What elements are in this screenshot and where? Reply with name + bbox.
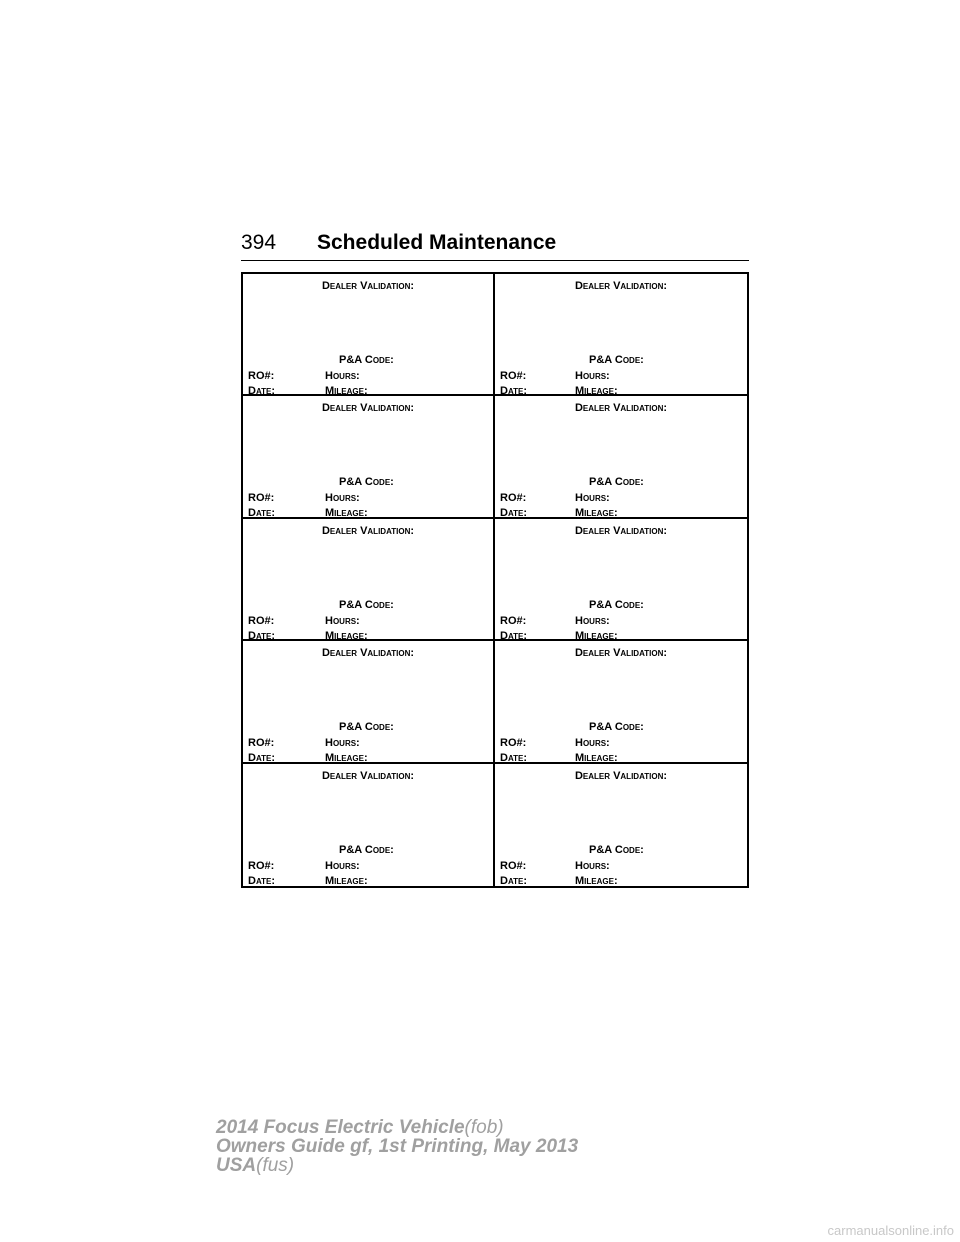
mileage-label: Mileage: xyxy=(325,507,368,520)
page-header xyxy=(241,230,749,261)
pa-code-label: P&A Code: xyxy=(339,843,394,856)
ro-label: RO#: xyxy=(500,614,527,627)
dealer-validation-label: Dealer Validation: xyxy=(574,402,668,415)
hours-label: Hours: xyxy=(325,614,360,627)
validation-cell xyxy=(495,396,747,518)
pa-code-label: P&A Code: xyxy=(339,721,394,734)
ro-label: RO#: xyxy=(248,492,275,505)
pa-code-label: P&A Code: xyxy=(589,598,644,611)
mileage-label: Mileage: xyxy=(325,752,368,765)
hours-label: Hours: xyxy=(575,614,610,627)
hours-label: Hours: xyxy=(575,370,610,382)
hours-label: Hours: xyxy=(575,859,610,872)
date-label: Date: xyxy=(248,752,276,765)
date-label: Date: xyxy=(248,507,276,520)
dealer-validation-label: Dealer Validation: xyxy=(321,769,415,782)
validation-cell xyxy=(495,274,747,396)
pa-code-label: P&A Code: xyxy=(339,598,394,611)
ro-label: RO#: xyxy=(248,737,275,750)
validation-cell xyxy=(495,764,747,886)
date-label: Date: xyxy=(500,874,528,887)
ro-label: RO#: xyxy=(500,492,527,505)
validation-cell xyxy=(243,396,495,518)
footer-line-printing: Owners Guide gf, 1st Printing, May 2013 xyxy=(216,1136,579,1157)
footer-line-market xyxy=(216,1156,578,1175)
footer-vehicle-code: (fob) xyxy=(464,1117,504,1138)
mileage-label: Mileage: xyxy=(325,874,368,887)
pa-code-label: P&A Code: xyxy=(589,354,644,366)
validation-grid xyxy=(241,272,749,888)
mileage-label: Mileage: xyxy=(575,629,618,642)
pa-code-label: P&A Code: xyxy=(339,476,394,489)
dealer-validation-label: Dealer Validation: xyxy=(321,280,415,292)
section-title: Scheduled Maintenance xyxy=(317,231,557,254)
mileage-label: Mileage: xyxy=(575,874,618,887)
dealer-validation-label: Dealer Validation: xyxy=(321,402,415,415)
mileage-label: Mileage: xyxy=(325,385,368,397)
hours-label: Hours: xyxy=(325,737,360,750)
footer-market-code: (fus) xyxy=(256,1155,295,1176)
pa-code-label: P&A Code: xyxy=(339,354,394,366)
date-label: Date: xyxy=(500,385,528,397)
date-label: Date: xyxy=(500,629,528,642)
ro-label: RO#: xyxy=(248,859,275,872)
page-number: 394 xyxy=(241,231,277,254)
date-label: Date: xyxy=(248,385,276,397)
validation-cell xyxy=(243,764,495,886)
hours-label: Hours: xyxy=(575,492,610,505)
validation-cell xyxy=(243,274,495,396)
pa-code-label: P&A Code: xyxy=(589,843,644,856)
mileage-label: Mileage: xyxy=(575,752,618,765)
footer-market-name: USA xyxy=(216,1155,257,1176)
footer-line-vehicle xyxy=(216,1118,578,1137)
ro-label: RO#: xyxy=(500,370,527,382)
ro-label: RO#: xyxy=(248,614,275,627)
pa-code-label: P&A Code: xyxy=(589,476,644,489)
validation-cell xyxy=(495,519,747,641)
dealer-validation-label: Dealer Validation: xyxy=(321,524,415,537)
validation-cell xyxy=(495,641,747,763)
date-label: Date: xyxy=(248,629,276,642)
ro-label: RO#: xyxy=(500,737,527,750)
mileage-label: Mileage: xyxy=(575,385,618,397)
hours-label: Hours: xyxy=(575,737,610,750)
watermark-text: carmanualsonline.info xyxy=(827,1223,954,1238)
date-label: Date: xyxy=(500,752,528,765)
validation-cell xyxy=(243,641,495,763)
pa-code-label: P&A Code: xyxy=(589,721,644,734)
hours-label: Hours: xyxy=(325,492,360,505)
dealer-validation-label: Dealer Validation: xyxy=(574,647,668,660)
print-footer xyxy=(216,1118,578,1175)
ro-label: RO#: xyxy=(500,859,527,872)
mileage-label: Mileage: xyxy=(575,507,618,520)
hours-label: Hours: xyxy=(325,859,360,872)
hours-label: Hours: xyxy=(325,370,360,382)
validation-cell xyxy=(243,519,495,641)
ro-label: RO#: xyxy=(248,370,275,382)
date-label: Date: xyxy=(248,874,276,887)
dealer-validation-label: Dealer Validation: xyxy=(574,524,668,537)
date-label: Date: xyxy=(500,507,528,520)
footer-vehicle-name: 2014 Focus Electric Vehicle xyxy=(216,1117,465,1138)
dealer-validation-label: Dealer Validation: xyxy=(574,280,668,292)
mileage-label: Mileage: xyxy=(325,629,368,642)
dealer-validation-label: Dealer Validation: xyxy=(574,769,668,782)
dealer-validation-label: Dealer Validation: xyxy=(321,647,415,660)
